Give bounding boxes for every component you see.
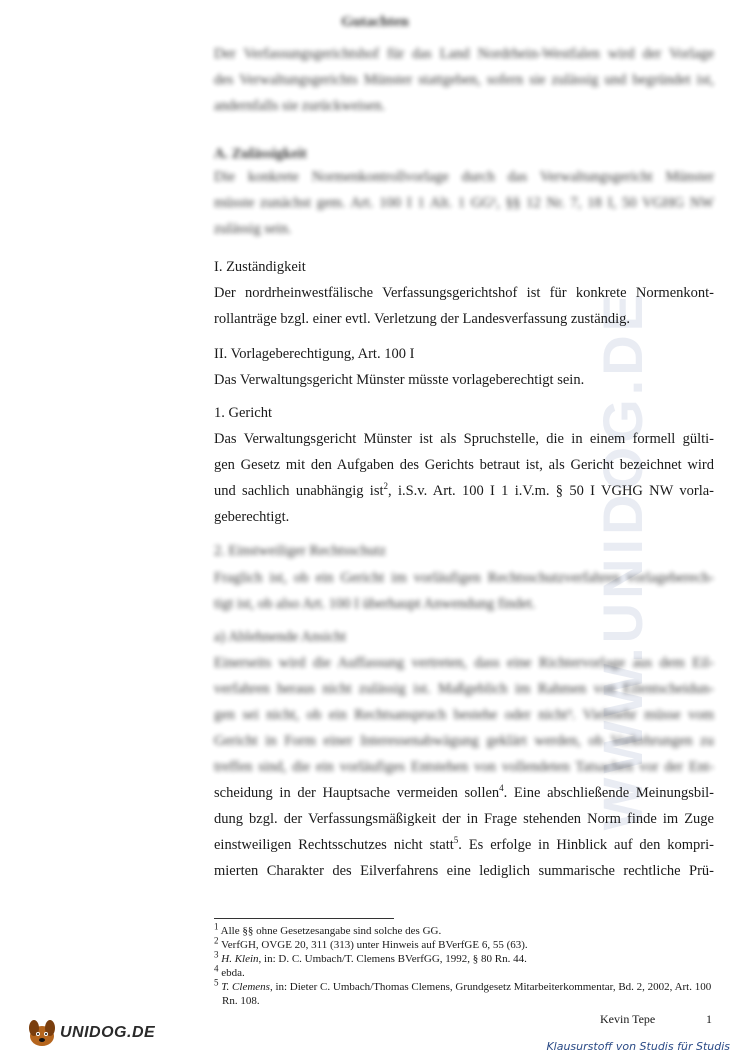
footnote-ref-4: 4 xyxy=(499,783,504,794)
ansicht-line: Einerseits wird die Auffassung vertreten, dass eine Richtervorlage aus dem Eil- xyxy=(214,655,714,671)
footnote xyxy=(214,963,714,980)
rechtsschutz-heading: 2. Einstweiliger Rechtsschutz xyxy=(214,543,386,559)
ansicht-line6-start: scheidung in der Hauptsache vermeiden sollen xyxy=(214,785,500,801)
intro-line: des Verwaltungsgerichts Münster stattgeben, sofern sie zulässig und begründet ist, xyxy=(214,72,714,88)
ansicht-line xyxy=(214,832,714,858)
ansicht-line: verfahren heraus nicht zulässig ist. Maßgeblich im Rahmen von Eilentscheidun- xyxy=(214,681,714,697)
footnote-author: T. Clemens xyxy=(221,981,270,993)
rechtsschutz-paragraph xyxy=(214,565,714,617)
footnote-text: VerfGH, OVGE 20, 311 (313) unter Hinweis auf BVerfGE 6, 55 (63). xyxy=(221,939,528,951)
ansicht-paragraph xyxy=(214,780,714,884)
section-a-line: müsste zunächst gem. Art. 100 I 1 Alt. 1 GG¹, §§ 12 Nr. 7, 18 I, 50 VGHG NW xyxy=(214,195,714,211)
ansicht-line xyxy=(214,780,714,806)
ansicht-line: gen sei nicht, ob ein Rechtsanspruch bestehe oder nicht³. Vielmehr müsse vom xyxy=(214,707,714,723)
intro-paragraph xyxy=(214,41,714,119)
ansicht-line: dung bzgl. der Verfassungsmäßigkeit der in Frage stehenden Norm finde im Zuge xyxy=(214,811,714,827)
intro-line: Der Verfassungsgerichtshof für das Land Nordrhein-Westfalen wird der Vorlage xyxy=(214,46,714,62)
gericht-line: gen Gesetz mit den Aufgaben des Gerichts betraut ist, als Gericht bezeichnet wird xyxy=(214,457,714,473)
footnote-text: Alle §§ ohne Gesetzesangabe sind solche des GG. xyxy=(220,925,442,937)
footnote-text: , in: Dieter C. Umbach/Thomas Clemens, Grundgesetz Mitarbeiterkommentar, Bd. 2, 2002, Art. 100 Rn. 108. xyxy=(222,981,712,1007)
ansicht-heading: a) Ablehnende Ansicht xyxy=(214,629,347,645)
dog-icon xyxy=(24,1014,60,1050)
ansicht-line8-end: . Es erfolge in Hinblick auf den kompri- xyxy=(458,837,714,853)
ansicht-blurred-paragraph xyxy=(214,650,714,780)
unidog-logo[interactable] xyxy=(24,1014,154,1050)
page-number: 1 xyxy=(706,1012,712,1026)
section-a-line: Die konkrete Normenkontrollvorlage durch das Verwaltungsgericht Münster xyxy=(214,169,714,185)
tagline: Klausurstoff von Studis für Studis xyxy=(546,1040,730,1053)
footnote xyxy=(214,921,714,938)
zustaendigkeit-paragraph xyxy=(214,280,714,332)
gericht-heading: 1. Gericht xyxy=(214,405,272,421)
vorlage-heading: II. Vorlageberechtigung, Art. 100 I xyxy=(214,346,415,362)
footnote-ref-2: 2 xyxy=(383,481,389,492)
ansicht-line: treffen sind, die ein vorläufiges Entstehen von vollendeten Tatsachen vor der Ent- xyxy=(214,759,714,775)
footnote-author: H. Klein xyxy=(221,953,259,965)
vorlage-text: Das Verwaltungsgericht Münster müsste vorlageberechtigt sein. xyxy=(214,372,585,388)
zustaendigkeit-heading: I. Zuständigkeit xyxy=(214,259,306,275)
gericht-line xyxy=(214,478,714,504)
gericht-paragraph xyxy=(214,426,714,530)
intro-line: andernfalls sie zurückweisen. xyxy=(214,98,386,114)
section-a-paragraph xyxy=(214,164,714,242)
gericht-line-end: , i.S.v. Art. 100 I 1 i.V.m. § 50 I VGHG NW vorla- xyxy=(388,483,715,499)
footnote xyxy=(214,949,714,966)
logo-text: UNIDOG.DE xyxy=(60,1024,156,1041)
rechtsschutz-line: tigt ist, ob also Art. 100 I überhaupt Anwendung findet. xyxy=(214,596,536,612)
footnote-text: ebda. xyxy=(221,967,245,979)
ansicht-line8-start: einstweiligen Rechtsschutzes nicht statt xyxy=(214,837,454,853)
zustaendigkeit-line: Der nordrheinwestfälische Verfassungsgerichtshof ist für konkrete Normenkont- xyxy=(214,285,714,301)
footnote-number: 2 xyxy=(214,935,219,946)
footnote xyxy=(214,977,714,1008)
footnote xyxy=(214,935,714,952)
rechtsschutz-line: Fraglich ist, ob ein Gericht im vorläufigen Rechtsschutzverfahren vorlageberech- xyxy=(214,570,714,586)
footnotes xyxy=(214,921,714,1008)
ansicht-line: Gericht in Form einer Interessenabwägung geklärt werden, ob Vorkehrungen zu xyxy=(214,733,714,749)
section-a-line: zulässig sein. xyxy=(214,221,292,237)
footnote-ref-5: 5 xyxy=(453,835,459,846)
author-name: Kevin Tepe xyxy=(600,1012,656,1026)
footnote-number: 1 xyxy=(214,921,219,932)
gericht-line: Das Verwaltungsgericht Münster ist als Spruchstelle, die in einem formell gülti- xyxy=(214,431,714,447)
gericht-line: geberechtigt. xyxy=(214,509,290,525)
document-title: Gutachten xyxy=(341,14,409,30)
gericht-line-start: und sachlich unabhängig ist xyxy=(214,483,384,499)
ansicht-line: mierten Charakter des Eilverfahrens eine lediglich summarische rechtliche Prü- xyxy=(214,863,714,879)
zustaendigkeit-line: rollanträge bzgl. einer evtl. Verletzung der Landesverfassung zuständig. xyxy=(214,311,631,327)
watermark: WWW.UNIDOG.DE xyxy=(591,290,654,831)
footnote-divider xyxy=(214,918,394,919)
section-a-heading: A. Zulässigkeit xyxy=(214,146,307,162)
footnote-number: 4 xyxy=(214,963,219,974)
footnote-text: , in: D. C. Umbach/T. Clemens BVerfGG, 1992, § 80 Rn. 44. xyxy=(258,953,527,965)
footnote-number: 5 xyxy=(214,977,219,988)
ansicht-line6-end: . Eine abschließende Meinungsbil- xyxy=(503,785,714,801)
footnote-number: 3 xyxy=(214,949,219,960)
